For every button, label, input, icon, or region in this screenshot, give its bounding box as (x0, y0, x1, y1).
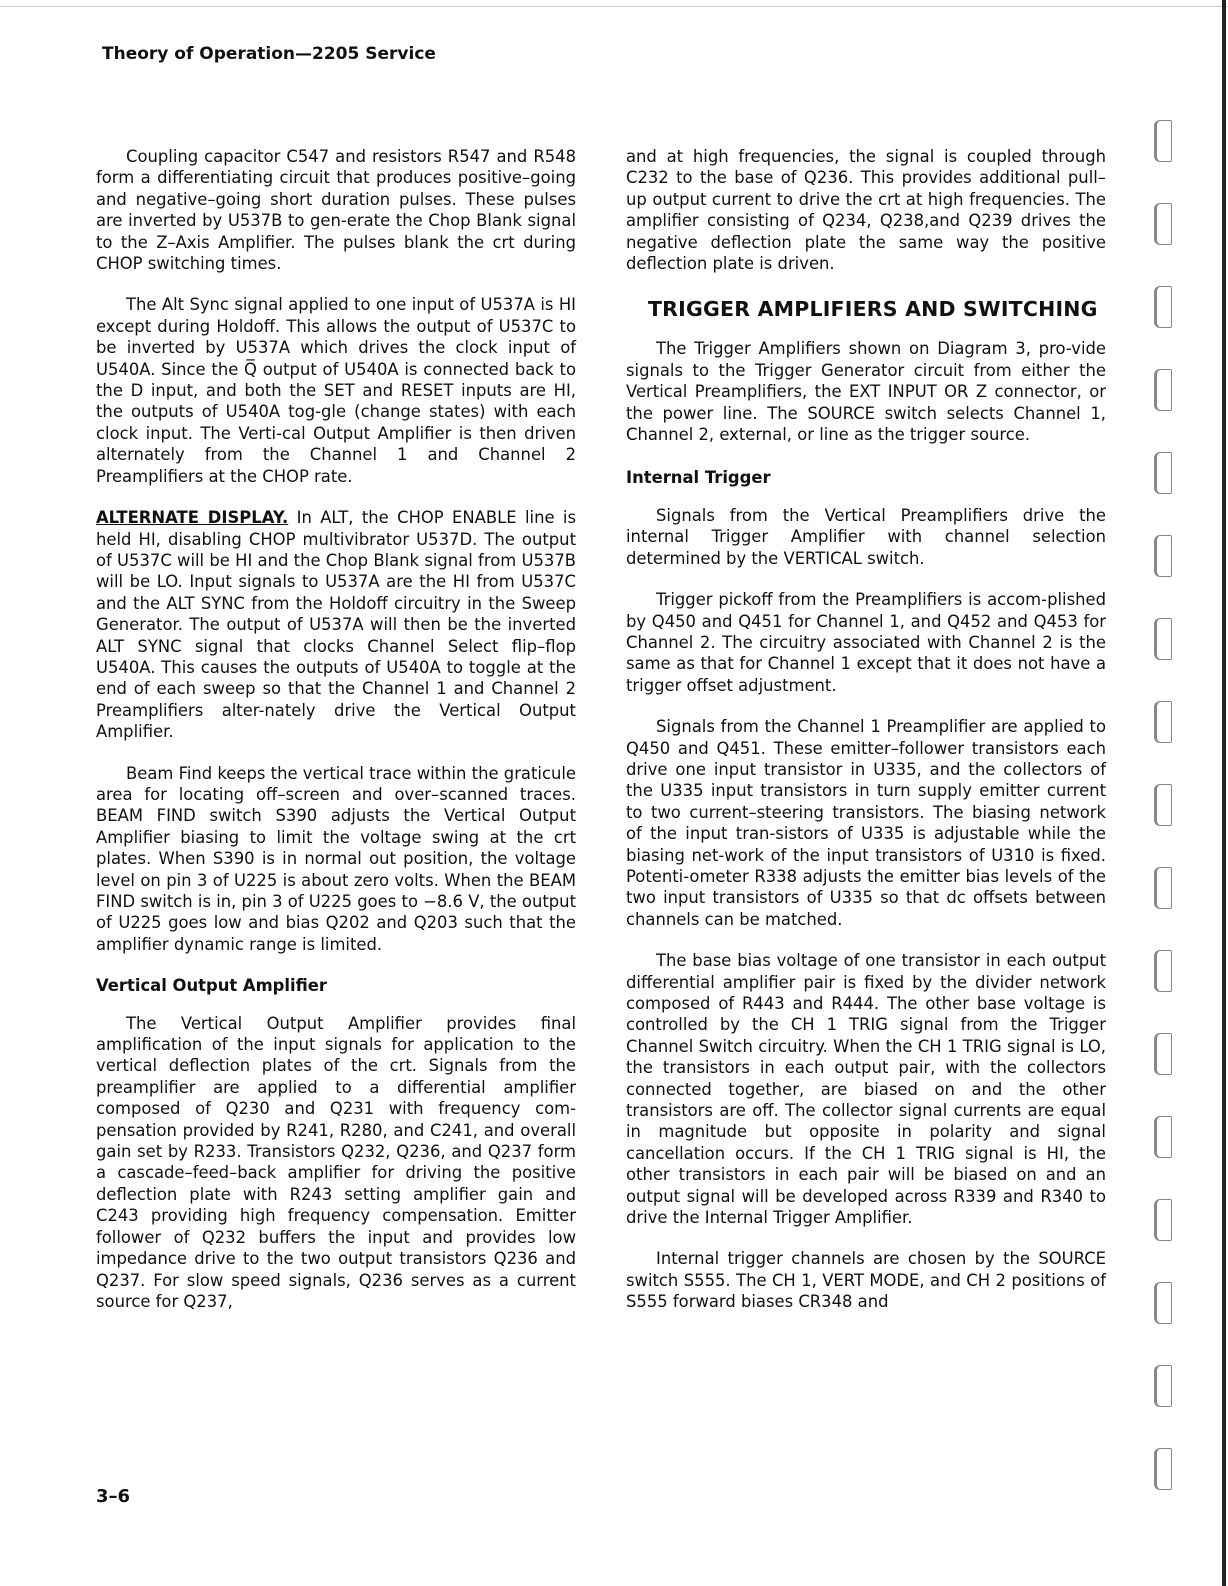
binder-holes (1148, 120, 1178, 1531)
page-top-edge (0, 6, 1228, 7)
paragraph-vertical-output: The Vertical Output Amplifier provides final amplification of the input signals for application to the vertical deflection plates of the crt. Signals from the preamplifier are applied to a differential amplifier composed of Q230 and Q231 with frequency com-pensation provided by R241, R280, and C241, and overall gain set by R233. Transistors Q232, Q236, and Q237 form a cascade–feed–back amplifier for driving the positive deflection plate with R243 setting amplifier gain and C243 providing high frequency compensation. Emitter follower of Q232 buffers the input and provides low impedance drive to the two output transistors Q236 and Q237. For slow speed signals, Q236 serves as a current source for Q237, (96, 1013, 576, 1311)
left-column (96, 146, 576, 1332)
paragraph-alt-sync: The Alt Sync signal applied to one input of U537A is HI except during Holdoff. This allows the output of U537C to be inverted by U537A which drives the clock input of U540A. Since the Q̅ output of U540A is connected back to the D input, and both the SET and RESET inputs are HI, the outputs of U540A tog-gle (change states) with each clock input. The Verti-cal Output Amplifier is then driven alternately from the Channel 1 and Channel 2 Preamplifiers at the CHOP rate. (96, 295, 576, 486)
binder-hole (1154, 452, 1172, 494)
paragraph-beam-find: Beam Find keeps the vertical trace within the graticule area for locating off–screen and over–scanned traces. BEAM FIND switch S390 adjusts the Vertical Output Amplifier biasing to limit the voltage swing at the crt plates. When S390 is in normal out position, the voltage level on pin 3 of U225 is about zero volts. When the BEAM FIND switch is in, pin 3 of U225 goes to −8.6 V, the output of U225 goes low and bias Q202 and Q203 such that the amplifier dynamic range is limited. (96, 763, 576, 954)
paragraph-internal-3: Signals from the Channel 1 Preamplifier are applied to Q450 and Q451. These emitter–follower transistors each drive one input transistor in U335, and the collectors of the U335 input transistors in turn supply emitter current to two current–steering transistors. The biasing network of the input tran-sistors of U335 is adjustable while the biasing net-work of the input transistors of U310 is fixed. Potenti-ometer R338 adjusts the emitter bias levels of the two input transistors of U335 so that dc offsets between channels can be matched. (626, 717, 1106, 929)
binder-hole (1154, 867, 1172, 909)
section-heading-trigger: TRIGGER AMPLIFIERS AND SWITCHING (648, 297, 1098, 322)
running-header: Theory of Operation—2205 Service (102, 44, 436, 64)
paragraph-internal-5: Internal trigger channels are chosen by the SOURCE switch S555. The CH 1, VERT MODE, and CH 2 positions of S555 forward biases CR348 and (626, 1249, 1106, 1312)
binder-hole (1154, 369, 1172, 411)
binder-hole (1154, 1116, 1172, 1158)
binder-hole (1154, 784, 1172, 826)
vertical-output-heading: Vertical Output Amplifier (96, 976, 328, 996)
binder-hole (1154, 1365, 1172, 1407)
page-right-edge (1222, 0, 1226, 1586)
binder-hole (1154, 535, 1172, 577)
binder-hole (1154, 1282, 1172, 1324)
paragraph-trigger-intro: The Trigger Amplifiers shown on Diagram 3, pro-vide signals to the Trigger Generator circuit from either the Vertical Preamplifiers, the EXT INPUT OR Z connector, or the power line. The SOURCE switch selects Channel 1, Channel 2, external, or line as the trigger source. (626, 339, 1106, 445)
binder-hole (1154, 618, 1172, 660)
binder-hole (1154, 1033, 1172, 1075)
alternate-display-lead: ALTERNATE DISPLAY. (96, 508, 289, 528)
paragraph-internal-4: The base bias voltage of one transistor in each output differential amplifier pair is fixed by the divider network composed of R443 and R444. The other base voltage is controlled by the CH 1 TRIG signal from the Trigger Channel Switch circuitry. When the CH 1 TRIG signal is LO, the transistors in each output pair, with the collectors connected together, are biased on and the other transistors are off. The collector signal currents are equal in magnitude but opposite in polarity and signal cancellation occurs. If the CH 1 TRIG signal is HI, the other transistors in each pair will be biased on and an output signal will be developed across R339 and R340 to drive the Internal Trigger Amplifier. (626, 951, 1106, 1228)
paragraph-internal-2: Trigger pickoff from the Preamplifiers is accom-plished by Q450 and Q451 for Channel 1, and Q452 and Q453 for Channel 2. The circuitry associated with Channel 2 is the same as that for Channel 1 except that it does not have a trigger offset adjustment. (626, 590, 1106, 695)
binder-hole (1154, 286, 1172, 328)
paragraph-internal-1: Signals from the Vertical Preamplifiers drive the internal Trigger Amplifier with channel selection determined by the VERTICAL switch. (626, 505, 1106, 568)
paragraph-continuation: and at high frequencies, the signal is coupled through C232 to the base of Q236. This provides additional pull–up output current to drive the crt at high frequencies. The amplifier consisting of Q234, Q238,and Q239 drives the negative deflection plate the same way the positive deflection plate is driven. (626, 147, 1106, 274)
binder-hole (1154, 120, 1172, 162)
paragraph-alternate-display (96, 507, 576, 742)
binder-hole (1154, 203, 1172, 245)
binder-hole (1154, 701, 1172, 743)
paragraph-chop-blank: Coupling capacitor C547 and resistors R547 and R548 form a differentiating circuit that produces positive–going and negative–going short duration pulses. These pulses are inverted by U537B to gen-erate the Chop Blank signal to the Z–Axis Amplifier. The pulses blank the crt during CHOP switching times. (96, 147, 576, 274)
binder-hole (1154, 1448, 1172, 1490)
internal-trigger-heading: Internal Trigger (626, 468, 771, 488)
binder-hole (1154, 1199, 1172, 1241)
binder-hole (1154, 950, 1172, 992)
right-column (626, 146, 1106, 1333)
page-number: 3–6 (96, 1486, 131, 1507)
alternate-display-body: In ALT, the CHOP ENABLE line is held HI, disabling CHOP multivibrator U537D. The output of U537C will be HI and the Chop Blank signal from U537B will be LO. Input signals to U537A are the HI from U537C and the ALT SYNC from the Holdoff circuitry in the Sweep Generator. The output of U537A will then be the inverted ALT SYNC signal that clocks Channel Select flip–flop U540A. This causes the outputs of U540A to toggle at the end of each sweep so that the Channel 1 and Channel 2 Preamplifiers alter-nately drive the Vertical Output Amplifier. (96, 508, 576, 742)
